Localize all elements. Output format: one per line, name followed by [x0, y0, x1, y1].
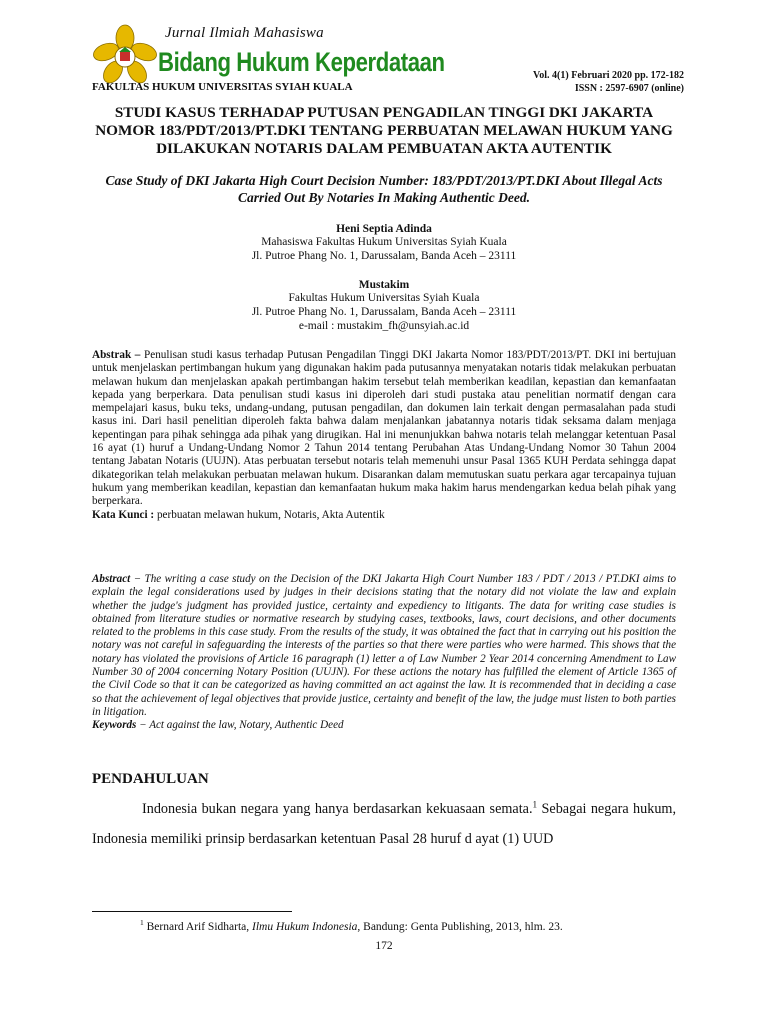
author-2-email: e-mail : mustakim_fh@unsyiah.ac.id	[298, 320, 470, 332]
paper-title: STUDI KASUS TERHADAP PUTUSAN PENGADILAN TINGGI DKI JAKARTA NOMOR 183/PDT/2013/PT.DKI TENTANG PERBUATAN MELAWAN HUKUM YANG DILAKUKAN NOTARIS DALAM PEMBUATAN AKTA AUTENTIK	[95, 104, 673, 157]
body-paragraph	[92, 794, 676, 854]
abstract-indonesian	[92, 349, 676, 522]
footnote	[140, 918, 563, 933]
footnote-number: 1	[140, 918, 144, 928]
journal-name-line1: Jurnal Ilmiah Mahasiswa	[165, 25, 324, 41]
keywords-en-label: Keywords	[92, 719, 137, 732]
journal-name-line2: Bidang Hukum Keperdataan	[158, 47, 445, 77]
body-text-part1: Indonesia bukan negara yang hanya berdasarkan kekuasaan semata.	[142, 801, 533, 817]
author-2-address: Jl. Putroe Phang No. 1, Darussalam, Banda Aceh – 23111	[251, 306, 517, 318]
abstract-en-text: − The writing a case study on the Decision of the DKI Jakarta High Court Number 183 / PDT / 2013 / PT.DKI aims to explain the legal considerations used by judges in their decisions stating that the notary did not violate the law and explain whether the judge's judgment has provided justice, certainty and expediency to litigants. The data for writing case studies is obtained from literature studies or normative research by studying cases, textbooks, laws, court decisions, and other documents related to the problems in this case study. From the results of the study, it was obtained the fact that in carrying out his position the notary was not careful in safeguarding the interests of the parties so that there were parties who were harmed. This shows that the notary has violated the provisions of Article 16 paragraph (1) letter a of Law Number 2 Year 2014 concerning Amendment to Law Number 30 of 2004 concerning Notary Position (UUJN). For these actions the notary has fulfilled the element of Article 1365 of the Civil Code so that it can be categorized as having committed an act against the law. It is recommended that in deciding a case so that the achievement of legal objectives that provide justice, certainty and benefit of the law, the judge must listen to both parties in litigation.	[92, 573, 676, 718]
abstract-text: Penulisan studi kasus terhadap Putusan Pengadilan Tinggi DKI Jakarta Nomor 183/PDT/2013/PT. DKI ini bertujuan untuk menjelaskan pertimbangan hukum yang digunakan hakim pada putusannya menyatakan notaris tidak melakukan perbuatan melawan hukum dan menjelaskan apakah pertimbangan hakim tersebut telah memberikan keadilan, kepastian dan kemanfaatan kepada yang berperkara. Data penulisan studi kasus ini diperoleh dari studi pustaka atau penelitian normatif dengan cara mempelajari kasus, buku teks, undang-undang, putusan pengadilan, dan dokumen lain terkait dengan permasalahan pada studi kasus ini. Dari hasil penelitian diperoleh fakta bahwa dalam menjalankan jabatannya notaris tidak seksama dalam menjaga kepentingan para pihak sehingga ada pihak yang dirugikan. Hal ini menunjukkan bahwa notaris telah melanggar ketentuan Pasal 16 ayat (1) huruf a Undang-Undang Nomor 2 Tahun 2014 tentang Perubahan Atas Undang-Undang Nomor 30 Tahun 2004 tentang Jabatan Notaris (UUJN). Atas perbuatan tersebut notaris telah memenuhi unsur Pasal 1365 KUH Perdata sehingga dapat dikategorikan telah melakukan perbuatan melawan hukum. Disarankan dalam memutuskan suatu perkara agar tercapainya tujuan hukum yang memberikan keadilan, kepastian dan kemanfaatan hukum maka hakim harus mendengarkan kedua belah pihak yang berperkara.	[92, 349, 676, 508]
author-1-name: Heni Septia Adinda	[336, 223, 432, 235]
footnote-text-b: , Bandung: Genta Publishing, 2013, hlm. 23.	[357, 921, 563, 933]
footnote-text-a: Bernard Arif Sidharta,	[143, 921, 252, 933]
volume-info: Vol. 4(1) Februari 2020 pp. 172-182	[532, 70, 684, 81]
journal-logo-icon	[92, 24, 158, 86]
keywords-text: perbuatan melawan hukum, Notaris, Akta Autentik	[156, 508, 385, 521]
keywords-label: Kata Kunci :	[92, 508, 155, 521]
keywords-en-text: − Act against the law, Notary, Authentic Deed	[139, 719, 344, 732]
issn-info: ISSN : 2597-6907 (online)	[574, 83, 684, 94]
page-number: 172	[375, 940, 393, 952]
author-1-affiliation: Mahasiswa Fakultas Hukum Universitas Syiah Kuala	[261, 236, 507, 248]
paper-title-english: Case Study of DKI Jakarta High Court Decision Number: 183/PDT/2013/PT.DKI About Illegal Acts Carried Out By Notaries In Making Authentic Deed.	[105, 173, 663, 205]
footnote-ref: 1	[532, 799, 538, 810]
author-1-address: Jl. Putroe Phang No. 1, Darussalam, Banda Aceh – 23111	[251, 250, 517, 262]
faculty-name: FAKULTAS HUKUM UNIVERSITAS SYIAH KUALA	[92, 81, 353, 93]
section-heading: PENDAHULUAN	[92, 771, 209, 787]
abstract-en-label: Abstract	[92, 573, 131, 585]
body-text-part2: Sebagai negara hukum, Indonesia memiliki prinsip berdasarkan ketentuan Pasal 28 huruf d ayat (1) UUD	[92, 801, 676, 847]
footnote-divider	[92, 911, 292, 912]
abstract-label: Abstrak –	[92, 349, 141, 361]
abstract-english	[92, 573, 676, 733]
author-2-affiliation: Fakultas Hukum Universitas Syiah Kuala	[288, 292, 480, 304]
footnote-book-title: Ilmu Hukum Indonesia	[252, 921, 358, 933]
author-2-name: Mustakim	[358, 279, 410, 291]
